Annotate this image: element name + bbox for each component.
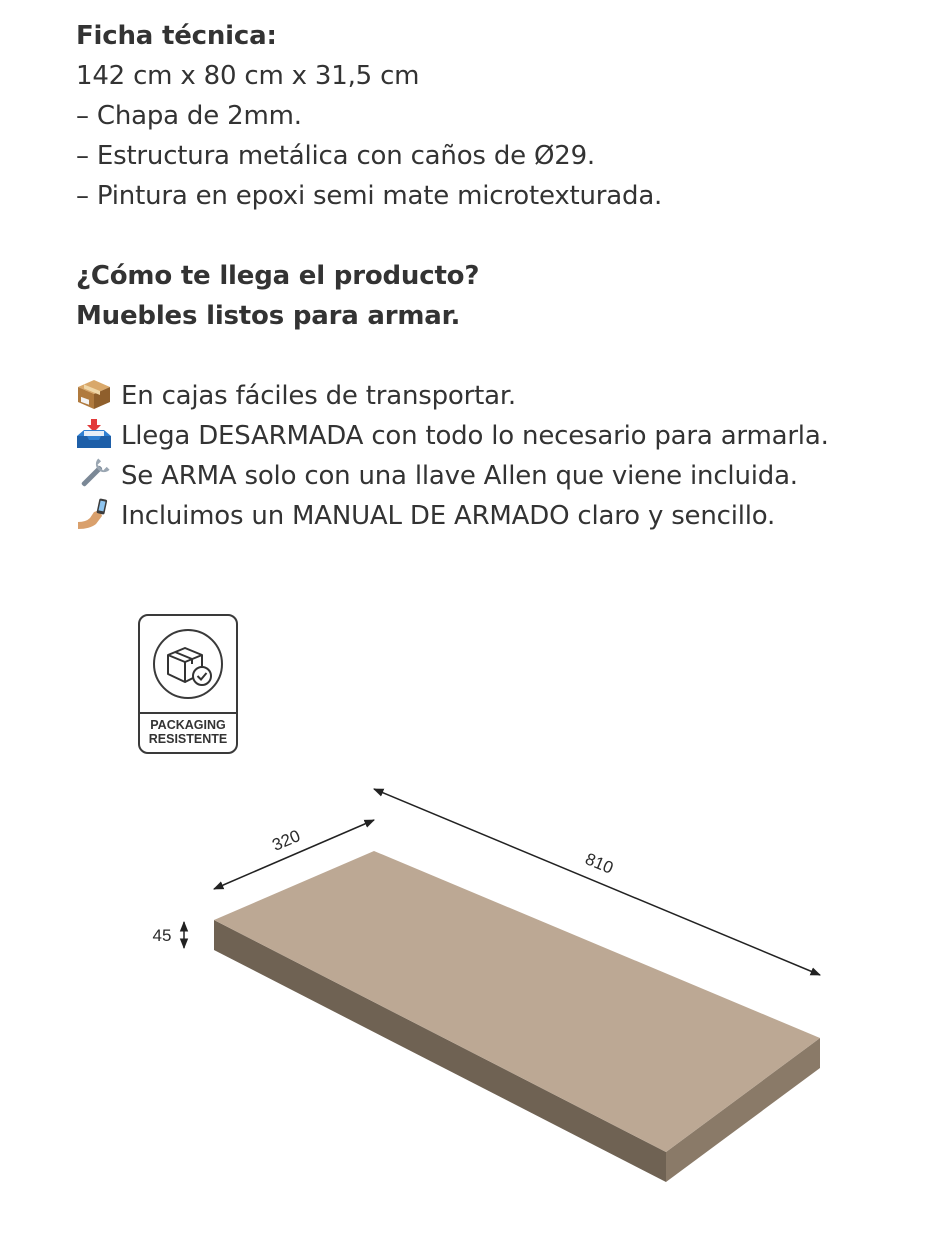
box-check-icon [153,629,223,699]
width-label: 320 [269,826,303,855]
feature-text: Se ARMA solo con una llave Allen que viene incluida. [121,461,798,491]
feature-item [76,416,936,456]
specs-dimensions: 142 cm x 80 cm x 31,5 cm [76,61,420,91]
height-label: 45 [152,926,172,945]
feature-item [76,496,936,536]
product-description [76,16,936,536]
feature-item [76,376,936,416]
hand-phone-icon [76,498,112,530]
length-label: 810 [582,849,616,878]
box-dimensions-diagram [0,770,944,1210]
feature-item [76,456,936,496]
inbox-tray-icon [76,418,112,450]
delivery-answer: Muebles listos para armar. [76,301,461,331]
feature-text: Incluimos un MANUAL DE ARMADO claro y sencillo. [121,501,776,531]
badge-line-1: PACKAGING [150,718,226,732]
feature-text: En cajas fáciles de transportar. [121,381,517,411]
spec-item: – Chapa de 2mm. [76,101,302,131]
packaging-badge [138,614,238,754]
badge-line-2: RESISTENTE [148,732,228,746]
badge-label [140,718,236,746]
specs-heading: Ficha técnica: [76,21,277,51]
spec-item: – Estructura metálica con caños de Ø29. [76,141,595,171]
spec-item: – Pintura en epoxi semi mate microtexturada. [76,181,663,211]
package-icon [76,378,112,410]
feature-text: Llega DESARMADA con todo lo necesario para armarla. [121,421,829,451]
delivery-question: ¿Cómo te llega el producto? [76,261,480,291]
wrench-icon [76,458,112,490]
